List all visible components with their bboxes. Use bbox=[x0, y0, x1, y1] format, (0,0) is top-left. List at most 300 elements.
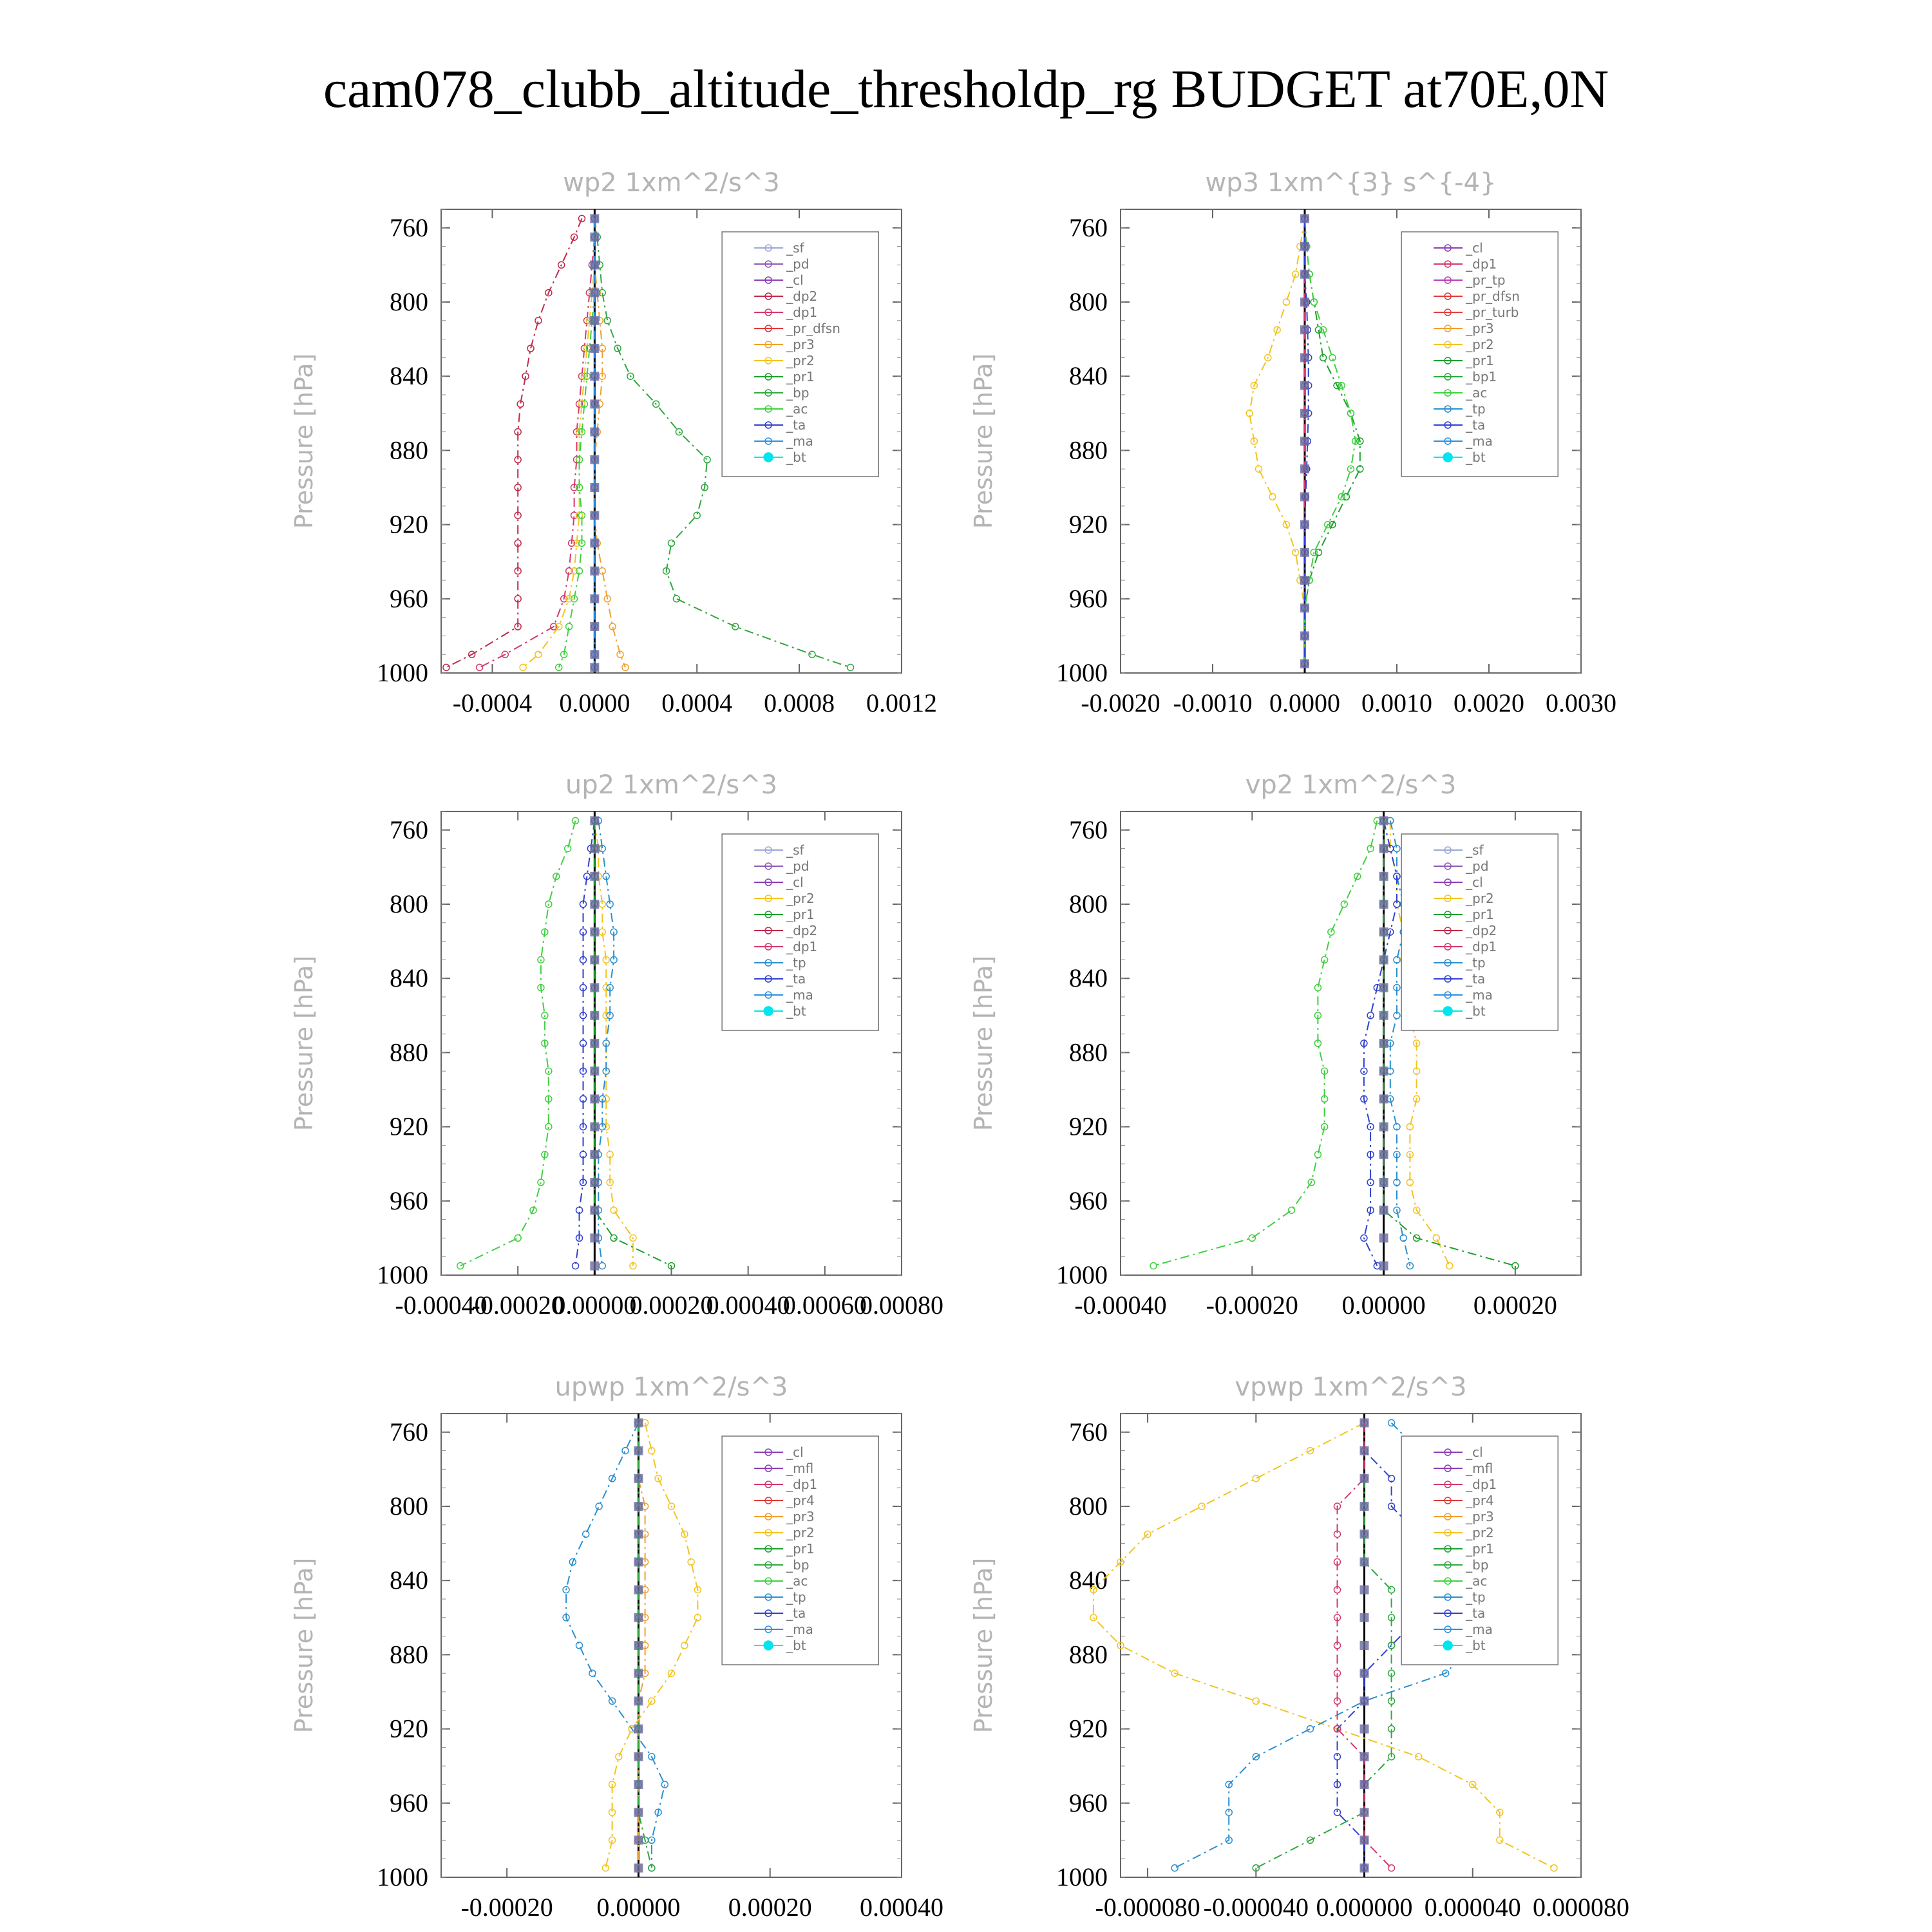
y-tick-label: 960 bbox=[390, 1186, 428, 1215]
panel-3 bbox=[290, 770, 943, 1320]
legend-label: _pr2 bbox=[1466, 891, 1494, 906]
x-tick-label: 0.00020 bbox=[1473, 1291, 1557, 1320]
x-tick-label: 0.000000 bbox=[1316, 1893, 1413, 1922]
data-point bbox=[1293, 549, 1299, 556]
bt-marker bbox=[590, 900, 599, 909]
bt-marker bbox=[634, 1752, 643, 1761]
bt-marker bbox=[590, 622, 599, 631]
y-tick-label: 880 bbox=[390, 435, 428, 465]
bt-marker bbox=[590, 344, 599, 353]
legend-label: _pr4 bbox=[1466, 1493, 1494, 1508]
legend-label: _dp1 bbox=[786, 305, 818, 320]
bt-marker bbox=[1379, 1206, 1388, 1215]
legend-label: _cl bbox=[786, 875, 804, 890]
y-tick-label: 1000 bbox=[1056, 1260, 1108, 1289]
bt-marker bbox=[590, 663, 599, 672]
y-axis-label: Pressure [hPa] bbox=[290, 1557, 318, 1734]
legend-label: _ac bbox=[1466, 1573, 1488, 1589]
x-tick-label: -0.000040 bbox=[1203, 1893, 1309, 1922]
legend-label: _bt bbox=[786, 1638, 806, 1653]
data-point bbox=[704, 457, 710, 463]
bt-marker bbox=[1360, 1696, 1369, 1705]
legend-label: _bp bbox=[786, 385, 810, 401]
legend-label: _ta bbox=[1466, 1605, 1486, 1621]
legend-label: _dp1 bbox=[1466, 1477, 1497, 1492]
bt-marker bbox=[1379, 1011, 1388, 1020]
series-line_pr1 bbox=[605, 1423, 697, 1868]
y-tick-label: 1000 bbox=[377, 1260, 428, 1289]
x-tick-label: 0.00000 bbox=[553, 1291, 637, 1320]
x-tick-label: -0.00020 bbox=[460, 1893, 553, 1922]
legend-label: _tp bbox=[1466, 401, 1486, 417]
legend-label: _tp bbox=[786, 955, 806, 971]
page-title: cam078_clubb_altitude_thresholdp_rg BUDGET at70E,0N bbox=[323, 59, 1609, 119]
bt-marker bbox=[1360, 1725, 1369, 1734]
data-point bbox=[622, 1448, 629, 1454]
legend-label: _ma bbox=[786, 987, 813, 1003]
x-tick-label: 0.00060 bbox=[782, 1291, 867, 1320]
panel-title: up2 1xm^2/s^3 bbox=[565, 770, 778, 800]
legend-label: _pr1 bbox=[786, 907, 815, 922]
bt-marker bbox=[590, 816, 599, 825]
bt-marker bbox=[1379, 1094, 1388, 1103]
bt-marker bbox=[590, 372, 599, 381]
y-axis-label: Pressure [hPa] bbox=[290, 353, 318, 529]
x-tick-label: 0.0012 bbox=[866, 688, 937, 717]
bt-marker bbox=[1300, 437, 1309, 446]
bt-marker bbox=[590, 927, 599, 936]
y-tick-label: 800 bbox=[1069, 889, 1108, 918]
panel-5 bbox=[290, 1372, 943, 1922]
data-point bbox=[1551, 1865, 1557, 1871]
bt-marker bbox=[634, 1641, 643, 1650]
bt-marker bbox=[1300, 214, 1309, 223]
bt-marker bbox=[590, 511, 599, 520]
data-point bbox=[611, 1207, 617, 1213]
bt-marker bbox=[634, 1808, 643, 1817]
bt-marker bbox=[590, 232, 599, 242]
bt-marker bbox=[1360, 1835, 1369, 1844]
data-point bbox=[515, 1235, 521, 1241]
y-tick-label: 760 bbox=[390, 1417, 428, 1446]
bt-marker bbox=[634, 1557, 643, 1566]
bt-marker bbox=[590, 1206, 599, 1215]
y-tick-label: 960 bbox=[390, 1788, 428, 1817]
data-point bbox=[673, 596, 679, 602]
y-tick-label: 880 bbox=[1069, 1037, 1108, 1067]
x-tick-label: 0.00000 bbox=[1341, 1291, 1426, 1320]
bt-marker bbox=[1300, 576, 1309, 585]
legend-label: _ma bbox=[786, 433, 813, 449]
legend-label: _sf bbox=[786, 240, 804, 256]
legend-label: _dp2 bbox=[786, 289, 818, 304]
bt-marker bbox=[1300, 353, 1309, 362]
legend-label: _ta bbox=[786, 417, 806, 433]
bt-marker bbox=[1360, 1474, 1369, 1483]
x-tick-label: -0.00040 bbox=[395, 1291, 488, 1320]
y-tick-label: 760 bbox=[390, 815, 428, 844]
data-point bbox=[616, 1754, 622, 1760]
bt-marker bbox=[634, 1669, 643, 1678]
data-point bbox=[545, 1124, 552, 1130]
legend-label: _ma bbox=[1466, 987, 1493, 1003]
panel-title: upwp 1xm^2/s^3 bbox=[554, 1372, 788, 1402]
legend-label: _bt bbox=[1466, 1638, 1486, 1653]
data-point bbox=[583, 1531, 589, 1537]
x-tick-label: -0.0020 bbox=[1081, 688, 1160, 717]
legend-label: _pr1 bbox=[1466, 1541, 1494, 1557]
bt-marker bbox=[1379, 927, 1388, 936]
bt-marker bbox=[1379, 1039, 1388, 1048]
legend-label: _pr1 bbox=[1466, 353, 1494, 368]
x-tick-label: -0.00040 bbox=[1074, 1291, 1167, 1320]
y-tick-label: 800 bbox=[1069, 287, 1108, 316]
legend-label: _pr2 bbox=[786, 353, 815, 368]
legend-label: _pr1 bbox=[786, 1541, 815, 1557]
data-point bbox=[457, 1263, 464, 1269]
data-point bbox=[1416, 1754, 1422, 1760]
bt-marker bbox=[590, 316, 599, 325]
data-point bbox=[1348, 466, 1354, 472]
legend-label: _tp bbox=[1466, 955, 1486, 971]
x-tick-label: 0.00000 bbox=[596, 1893, 681, 1922]
bt-marker bbox=[590, 289, 599, 298]
x-tick-label: 0.00040 bbox=[706, 1291, 790, 1320]
bt-marker bbox=[590, 955, 599, 964]
data-point bbox=[1171, 1865, 1178, 1871]
legend-label: _dp1 bbox=[786, 939, 818, 954]
legend-label: _bt bbox=[786, 450, 806, 465]
bt-marker bbox=[1360, 1446, 1369, 1455]
data-point bbox=[809, 651, 815, 658]
legend-label: _bp bbox=[1466, 1557, 1489, 1573]
legend-label: _pr3 bbox=[1466, 1509, 1494, 1524]
data-point bbox=[1497, 1837, 1503, 1843]
panel-title: vpwp 1xm^2/s^3 bbox=[1235, 1372, 1467, 1402]
bt-marker bbox=[590, 1262, 599, 1271]
x-tick-label: -0.0004 bbox=[452, 688, 533, 717]
bt-marker bbox=[634, 1613, 643, 1622]
data-point bbox=[1253, 1698, 1259, 1704]
y-tick-label: 920 bbox=[1069, 509, 1108, 539]
bt-marker bbox=[1300, 242, 1309, 251]
bt-marker bbox=[1360, 1502, 1369, 1511]
y-tick-label: 960 bbox=[1069, 1788, 1108, 1817]
y-tick-label: 960 bbox=[1069, 583, 1108, 613]
bt-marker bbox=[590, 1150, 599, 1159]
data-point bbox=[1329, 354, 1336, 361]
y-axis-label: Pressure [hPa] bbox=[969, 1557, 998, 1734]
legend-label: _ta bbox=[1466, 971, 1486, 987]
data-point bbox=[535, 651, 542, 658]
legend-label: _dp1 bbox=[1466, 256, 1497, 272]
bt-marker bbox=[1360, 1530, 1369, 1539]
data-point bbox=[668, 540, 675, 546]
legend-label: _ta bbox=[786, 1605, 806, 1621]
bt-marker bbox=[1379, 900, 1388, 909]
y-tick-label: 760 bbox=[1069, 815, 1108, 844]
bt-marker bbox=[1300, 631, 1309, 640]
data-point bbox=[1269, 493, 1276, 500]
legend-label: _pr2 bbox=[786, 891, 815, 906]
bt-marker bbox=[590, 650, 599, 659]
bt-marker bbox=[1300, 409, 1309, 418]
bt-marker bbox=[1379, 816, 1388, 825]
legend-label: _dp1 bbox=[1466, 939, 1497, 954]
bt-marker bbox=[1300, 325, 1309, 334]
legend-label: _pd bbox=[786, 858, 810, 874]
bt-marker bbox=[634, 1502, 643, 1511]
bt-marker bbox=[1300, 492, 1309, 501]
y-tick-label: 760 bbox=[1069, 1417, 1108, 1446]
panel-title: vp2 1xm^2/s^3 bbox=[1245, 770, 1457, 800]
bt-marker bbox=[634, 1696, 643, 1705]
legend-label: _pr_dfsn bbox=[1466, 289, 1520, 304]
y-tick-label: 880 bbox=[390, 1640, 428, 1669]
data-point bbox=[1249, 1235, 1255, 1241]
bt-marker bbox=[590, 483, 599, 492]
data-point bbox=[1341, 901, 1347, 907]
x-tick-label: 0.0020 bbox=[1454, 688, 1524, 717]
bt-marker bbox=[1379, 1233, 1388, 1242]
legend-label: _bp bbox=[786, 1557, 810, 1573]
bt-marker bbox=[1379, 1150, 1388, 1159]
y-tick-label: 760 bbox=[1069, 213, 1108, 242]
y-tick-label: 920 bbox=[1069, 1714, 1108, 1743]
legend-label: _ta bbox=[1466, 417, 1486, 433]
y-tick-label: 880 bbox=[1069, 1640, 1108, 1669]
x-tick-label: -0.000080 bbox=[1095, 1893, 1200, 1922]
x-tick-label: 0.000080 bbox=[1533, 1893, 1629, 1922]
x-tick-label: 0.0000 bbox=[559, 688, 630, 717]
bt-marker bbox=[590, 567, 599, 576]
bt-marker bbox=[590, 1094, 599, 1103]
bt-marker bbox=[634, 1780, 643, 1789]
data-point bbox=[477, 664, 483, 670]
bt-marker bbox=[590, 594, 599, 603]
legend-label: _pd bbox=[786, 256, 810, 272]
data-point bbox=[1388, 1587, 1395, 1593]
data-point bbox=[681, 1642, 688, 1649]
legend-label: _pr1 bbox=[1466, 907, 1494, 922]
bt-marker bbox=[1379, 1122, 1388, 1132]
series-line_ac bbox=[1305, 218, 1356, 663]
y-tick-label: 840 bbox=[1069, 361, 1108, 391]
x-tick-label: 0.0000 bbox=[1269, 688, 1340, 717]
legend-label: _bt bbox=[1466, 450, 1486, 465]
bt-marker bbox=[1379, 1066, 1388, 1075]
x-tick-label: 0.0030 bbox=[1546, 688, 1616, 717]
panel-title: wp2 1xm^2/s^3 bbox=[563, 168, 780, 198]
bt-marker bbox=[590, 538, 599, 547]
data-point bbox=[538, 1179, 544, 1186]
data-point bbox=[1283, 299, 1289, 305]
legend-label: _pr_tp bbox=[1466, 272, 1506, 288]
x-tick-label: -0.0010 bbox=[1173, 688, 1253, 717]
x-tick-label: -0.00020 bbox=[471, 1291, 564, 1320]
legend-label: _pd bbox=[1466, 858, 1489, 874]
bt-marker bbox=[590, 214, 599, 223]
legend-label: _pr_turb bbox=[1466, 305, 1519, 320]
bt-marker bbox=[590, 1039, 599, 1048]
bt-marker bbox=[1300, 659, 1309, 668]
bt-marker bbox=[634, 1530, 643, 1539]
bt-marker bbox=[1300, 298, 1309, 307]
data-point bbox=[1307, 1726, 1313, 1732]
y-tick-label: 920 bbox=[390, 1714, 428, 1743]
legend-label: _pr2 bbox=[1466, 337, 1494, 352]
legend-label: _pr3 bbox=[786, 337, 815, 352]
data-point bbox=[1289, 1207, 1295, 1213]
bt-marker bbox=[590, 1011, 599, 1020]
legend-label: _dp2 bbox=[786, 923, 818, 938]
bt-marker bbox=[590, 399, 599, 408]
legend-label: _tp bbox=[1466, 1589, 1486, 1605]
series-line_pr1 bbox=[594, 820, 633, 1265]
y-axis-label: Pressure [hPa] bbox=[290, 955, 318, 1132]
legend-label: _dp1 bbox=[786, 1477, 818, 1492]
y-tick-label: 920 bbox=[390, 509, 428, 539]
legend-marker bbox=[764, 1007, 773, 1016]
y-tick-label: 880 bbox=[390, 1037, 428, 1067]
legend-label: _cl bbox=[786, 1444, 804, 1460]
legend-label: _pr2 bbox=[786, 1525, 815, 1540]
bt-marker bbox=[1300, 520, 1309, 529]
bt-marker bbox=[1379, 1178, 1388, 1187]
data-point bbox=[1150, 1263, 1157, 1269]
bt-marker bbox=[1360, 1808, 1369, 1817]
bt-marker bbox=[634, 1418, 643, 1427]
legend-label: _ma bbox=[1466, 1622, 1493, 1637]
bt-marker bbox=[1360, 1586, 1369, 1595]
data-point bbox=[1334, 1809, 1340, 1815]
legend-marker bbox=[1443, 453, 1452, 462]
x-tick-label: 0.00080 bbox=[860, 1291, 943, 1320]
data-point bbox=[661, 1781, 668, 1788]
y-tick-label: 760 bbox=[390, 213, 428, 242]
data-point bbox=[443, 664, 450, 670]
data-point bbox=[1433, 1235, 1439, 1241]
y-tick-label: 840 bbox=[1069, 1566, 1108, 1595]
bt-marker bbox=[590, 844, 599, 853]
bt-marker bbox=[1379, 1262, 1388, 1271]
panel-4 bbox=[969, 770, 1581, 1320]
x-tick-label: 0.00020 bbox=[728, 1893, 812, 1922]
data-point bbox=[1388, 1865, 1395, 1871]
legend-label: _cl bbox=[1466, 875, 1483, 890]
bt-marker bbox=[1379, 983, 1388, 992]
bt-marker bbox=[1360, 1557, 1369, 1566]
bt-marker bbox=[590, 872, 599, 881]
legend-label: _mfl bbox=[1466, 1461, 1493, 1476]
legend-label: _pr3 bbox=[1466, 321, 1494, 336]
series-line_dp1 bbox=[460, 820, 576, 1265]
legend-marker bbox=[1443, 1007, 1452, 1016]
x-tick-label: 0.00040 bbox=[860, 1893, 943, 1922]
legend-marker bbox=[764, 453, 773, 462]
data-point bbox=[1256, 466, 1262, 472]
y-tick-label: 880 bbox=[1069, 435, 1108, 465]
bt-marker bbox=[634, 1586, 643, 1595]
bt-marker bbox=[1300, 548, 1309, 557]
series-line_dp1 bbox=[1153, 820, 1377, 1265]
legend-marker bbox=[1443, 1641, 1452, 1650]
bt-marker bbox=[590, 260, 599, 269]
x-tick-label: 0.0004 bbox=[661, 688, 733, 717]
bt-marker bbox=[1379, 872, 1388, 881]
y-tick-label: 840 bbox=[390, 361, 428, 391]
y-tick-label: 960 bbox=[390, 583, 428, 613]
bt-marker bbox=[1360, 1864, 1369, 1873]
y-tick-label: 800 bbox=[1069, 1492, 1108, 1520]
legend-label: _ac bbox=[1466, 385, 1488, 401]
y-tick-label: 1000 bbox=[1056, 658, 1108, 687]
y-tick-label: 960 bbox=[1069, 1186, 1108, 1215]
bt-marker bbox=[1360, 1752, 1369, 1761]
legend-label: _cl bbox=[1466, 1444, 1483, 1460]
bt-marker bbox=[1360, 1669, 1369, 1678]
legend-label: _mfl bbox=[786, 1461, 814, 1476]
y-tick-label: 1000 bbox=[377, 1862, 428, 1891]
legend-marker bbox=[764, 1641, 773, 1650]
bt-marker bbox=[1360, 1780, 1369, 1789]
panel-6 bbox=[969, 1372, 1629, 1922]
series-line_pr2 bbox=[523, 218, 594, 667]
y-tick-label: 800 bbox=[390, 1492, 428, 1520]
x-tick-label: 0.000040 bbox=[1424, 1893, 1521, 1922]
x-tick-label: 0.00020 bbox=[629, 1291, 714, 1320]
data-point bbox=[599, 1263, 605, 1269]
legend-label: _ma bbox=[786, 1622, 813, 1637]
y-tick-label: 920 bbox=[390, 1112, 428, 1141]
y-axis-label: Pressure [hPa] bbox=[969, 353, 998, 529]
bt-marker bbox=[1300, 381, 1309, 390]
bt-marker bbox=[590, 455, 599, 464]
legend-label: _sf bbox=[1466, 842, 1484, 858]
series-line_tp bbox=[566, 1423, 665, 1868]
bt-marker bbox=[1300, 270, 1309, 279]
legend-label: _cl bbox=[786, 272, 804, 288]
legend-label: _bp1 bbox=[1466, 369, 1497, 384]
x-tick-label: -0.00020 bbox=[1206, 1291, 1298, 1320]
bt-marker bbox=[1300, 603, 1309, 612]
bt-marker bbox=[590, 428, 599, 437]
legend-label: _pr4 bbox=[786, 1493, 815, 1508]
legend-label: _sf bbox=[786, 842, 804, 858]
series-line_bp bbox=[1256, 1423, 1391, 1868]
y-tick-label: 800 bbox=[390, 889, 428, 918]
legend-label: _ac bbox=[786, 401, 808, 417]
bt-marker bbox=[634, 1446, 643, 1455]
data-point bbox=[1446, 1263, 1453, 1269]
bt-marker bbox=[1360, 1418, 1369, 1427]
legend-label: _bt bbox=[786, 1003, 806, 1019]
panel-title: wp3 1xm^{3} s^{-4} bbox=[1205, 168, 1497, 198]
bt-marker bbox=[634, 1725, 643, 1734]
y-axis-label: Pressure [hPa] bbox=[969, 955, 998, 1132]
legend-label: _pr1 bbox=[786, 369, 815, 384]
y-tick-label: 840 bbox=[390, 1566, 428, 1595]
panel-1 bbox=[290, 168, 937, 717]
legend-label: _ac bbox=[786, 1573, 808, 1589]
data-point bbox=[1253, 1475, 1259, 1482]
data-point bbox=[611, 1235, 617, 1241]
y-tick-label: 1000 bbox=[1056, 1862, 1108, 1891]
bt-marker bbox=[1379, 844, 1388, 853]
bt-marker bbox=[634, 1835, 643, 1844]
legend-label: _pr3 bbox=[786, 1509, 815, 1524]
bt-marker bbox=[590, 1233, 599, 1242]
